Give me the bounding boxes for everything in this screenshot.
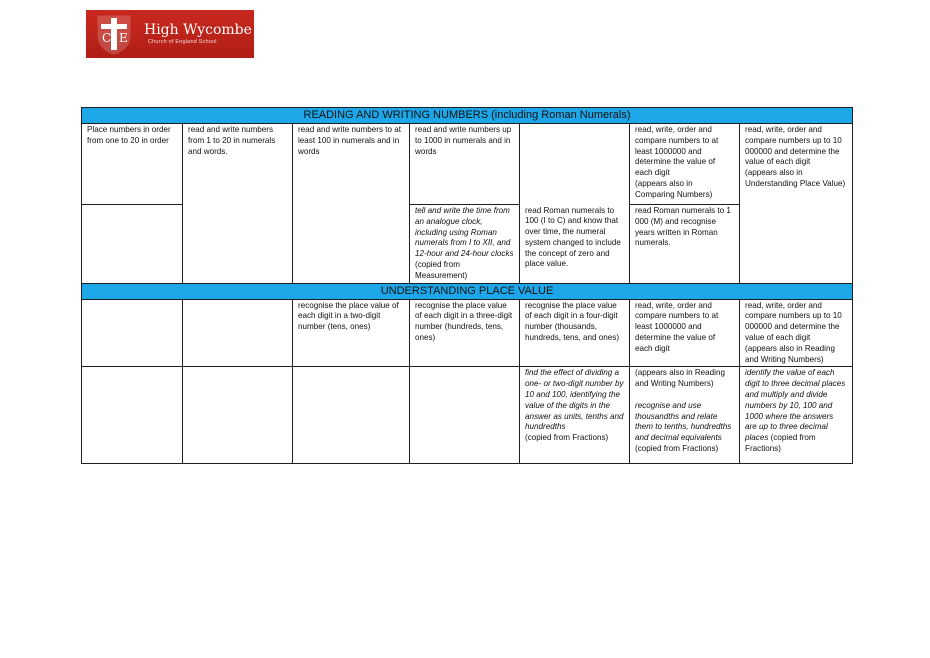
table-cell: find the effect of dividing a one- or two-digit number by 10 and 100, identifying the value of the digits in the answer as units, tenths and hundredths (copied from Fractions) bbox=[520, 367, 630, 464]
table-cell bbox=[520, 124, 630, 205]
table-cell: read, write, order and compare numbers to at least 1000000 and determine the value of each digit bbox=[630, 299, 740, 367]
table-cell: read and write numbers to at least 100 in numerals and in words bbox=[293, 124, 410, 284]
table-row bbox=[82, 124, 853, 205]
logo-letter-e: E bbox=[119, 31, 128, 45]
table-row bbox=[82, 299, 853, 367]
table-cell bbox=[82, 205, 183, 284]
school-logo bbox=[86, 10, 254, 58]
table-cell: read Roman numerals to 1 000 (M) and recognise years written in Roman numerals. bbox=[630, 205, 740, 284]
section-header-place-value bbox=[82, 283, 853, 299]
table-cell: recognise the place value of each digit in a four-digit number (thousands, hundreds, tens, and ones) bbox=[520, 299, 630, 367]
section-title: UNDERSTANDING PLACE VALUE bbox=[380, 284, 554, 297]
section-title: READING AND WRITING NUMBERS bbox=[303, 109, 489, 121]
table-cell: read, write, order and compare numbers up to 10 000000 and determine the value of each digit (appears also in Reading and Writing Numbers) bbox=[740, 299, 853, 367]
logo-school-subtitle: Church of England School bbox=[148, 38, 217, 45]
table-cell bbox=[82, 367, 183, 464]
logo-letter-c: C bbox=[102, 31, 112, 45]
table-cell: identify the value of each digit to three decimal places and multiply and divide numbers by 10, 100 and 1000 where the answers are up to three decimal places (copied from Fractions) bbox=[740, 367, 853, 464]
table-cell: read Roman numerals to 100 (I to C) and know that over time, the numeral system changed to include the concept of zero and place value. bbox=[520, 205, 630, 284]
table-cell: recognise the place value of each digit in a two-digit number (tens, ones) bbox=[293, 299, 410, 367]
table-cell bbox=[183, 367, 293, 464]
section-header-row bbox=[82, 108, 853, 124]
table-cell: Place numbers in order from one to 20 in order bbox=[82, 124, 183, 205]
table-cell bbox=[183, 299, 293, 367]
section-subtitle: (including Roman Numerals) bbox=[491, 109, 631, 121]
table-cell: (appears also in Reading and Writing Numbers) recognise and use thousandths and relate them to tenths, hundredths and decimal equivalents (copied from Fractions) bbox=[630, 367, 740, 464]
table-cell: recognise the place value of each digit in a three-digit number (hundreds, tens, ones) bbox=[410, 299, 520, 367]
table-cell bbox=[293, 367, 410, 464]
section-header-reading-writing bbox=[82, 108, 853, 124]
cross-shield-icon bbox=[92, 12, 136, 56]
curriculum-table bbox=[81, 107, 853, 464]
table-cell bbox=[82, 299, 183, 367]
table-row bbox=[82, 367, 853, 464]
table-cell: read, write, order and compare numbers to at least 1000000 and determine the value of each digit (appears also in Comparing Numbers) bbox=[630, 124, 740, 205]
section-header-row bbox=[82, 283, 853, 299]
table-cell: read and write numbers up to 1000 in numerals and in words bbox=[410, 124, 520, 205]
table-cell: read and write numbers from 1 to 20 in numerals and words. bbox=[183, 124, 293, 284]
table-cell: tell and write the time from an analogue clock, including using Roman numerals from I to XII, and 12-hour and 24-hour clocks (copied from Measurement) bbox=[410, 205, 520, 284]
logo-school-name: High Wycombe bbox=[144, 21, 252, 38]
table-cell bbox=[410, 367, 520, 464]
table-cell: read, write, order and compare numbers up to 10 000000 and determine the value of each digit (appears also in Understanding Place Value) bbox=[740, 124, 853, 284]
